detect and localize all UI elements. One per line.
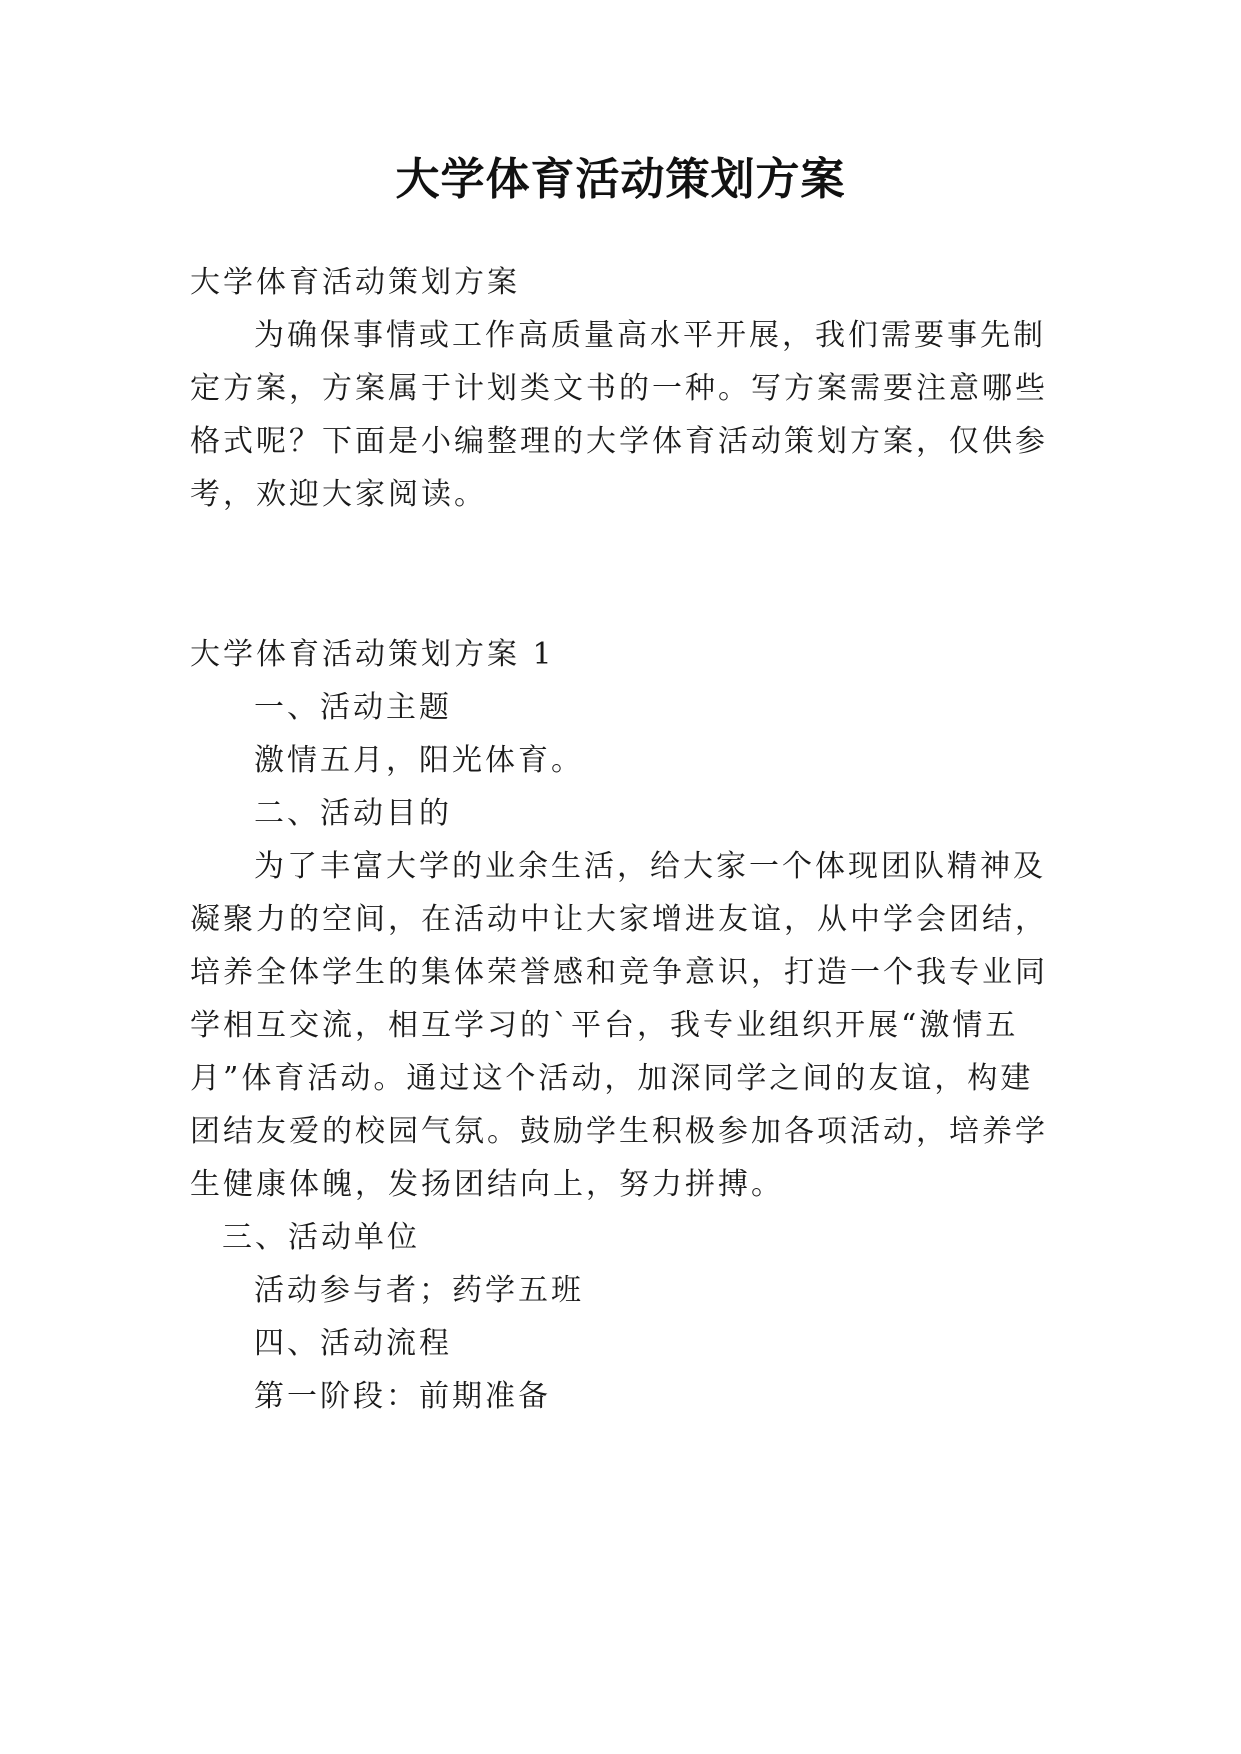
item-heading-theme: 一、活动主题: [254, 690, 452, 725]
unit-text: 活动参与者；药学五班: [254, 1273, 584, 1308]
purpose-line-6: 团结友爱的校园气氛。鼓励学生积极参加各项活动，培养学: [190, 1114, 1048, 1149]
item-heading-process: 四、活动流程: [254, 1326, 452, 1361]
process-stage-1: 第一阶段：前期准备: [254, 1379, 551, 1414]
purpose-line-7: 生健康体魄，发扬团结向上，努力拼搏。: [190, 1167, 784, 1202]
document-title: 大学体育活动策划方案: [395, 154, 846, 205]
subtitle-line: 大学体育活动策划方案: [190, 265, 520, 300]
item-heading-purpose: 二、活动目的: [254, 796, 452, 831]
theme-text: 激情五月，阳光体育。: [254, 743, 584, 778]
item-heading-unit: 三、活动单位: [222, 1220, 420, 1255]
purpose-line-3: 培养全体学生的集体荣誉感和竞争意识，打造一个我专业同: [190, 955, 1048, 990]
section-heading: 大学体育活动策划方案 1: [190, 637, 555, 672]
intro-line-2: 定方案，方案属于计划类文书的一种。写方案需要注意哪些: [190, 371, 1048, 406]
intro-line-3: 格式呢？下面是小编整理的大学体育活动策划方案，仅供参: [190, 424, 1048, 459]
intro-line-1: 为确保事情或工作高质量高水平开展，我们需要事先制: [254, 318, 1046, 353]
purpose-line-1: 为了丰富大学的业余生活，给大家一个体现团队精神及: [254, 849, 1046, 884]
purpose-line-4: 学相互交流，相互学习的`平台，我专业组织开展“激情五: [190, 1008, 1019, 1043]
purpose-line-5: 月”体育活动。通过这个活动，加深同学之间的友谊，构建: [190, 1061, 1034, 1096]
purpose-line-2: 凝聚力的空间，在活动中让大家增进友谊，从中学会团结，: [190, 902, 1048, 937]
intro-line-4: 考，欢迎大家阅读。: [190, 477, 487, 512]
